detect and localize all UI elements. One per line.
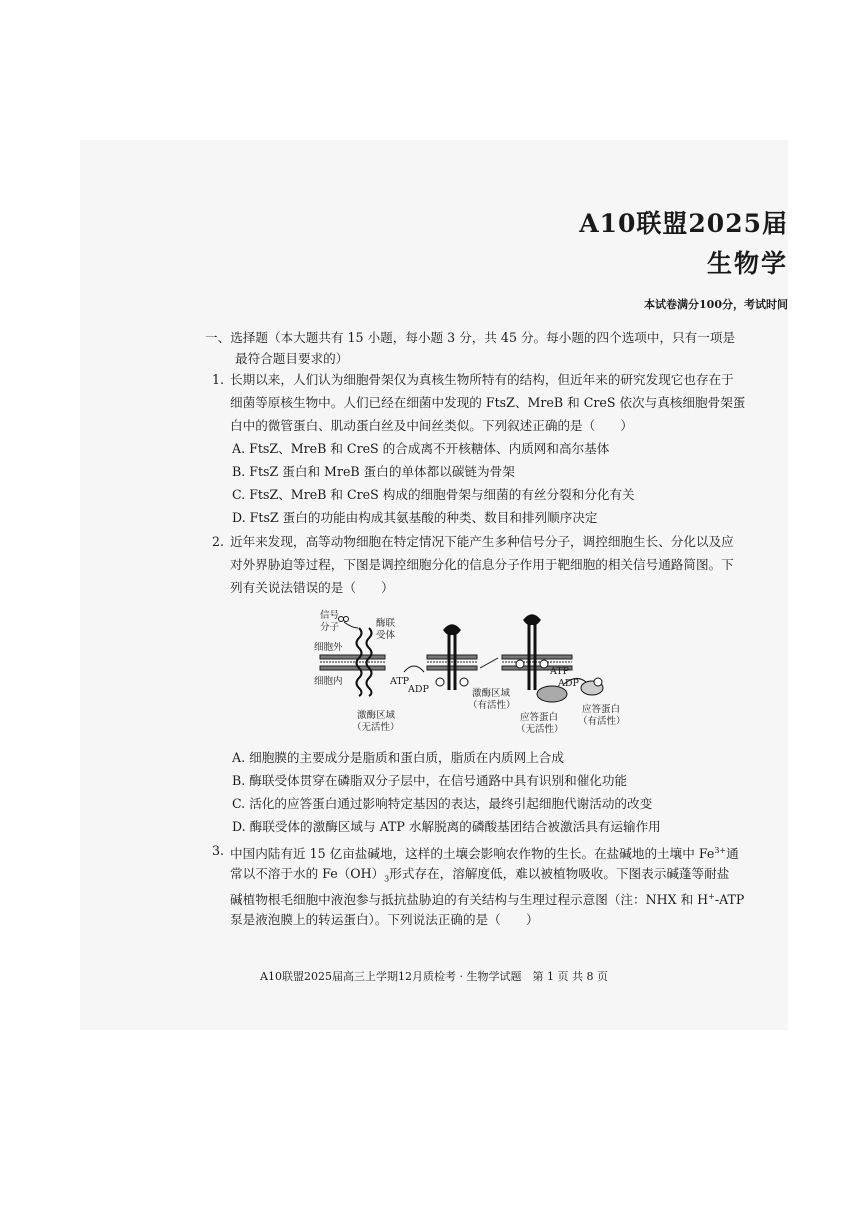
label-enzyme-linked: 酶联: [376, 618, 396, 629]
label-response-active-state: （有活性）: [578, 716, 626, 727]
q1-stem-line: 长期以来，人们认为细胞骨架仅为真核生物所特有的结构，但近年来的研究发现它也存在于: [230, 372, 734, 387]
q2-option-c: C. 活化的应答蛋白通过影响特定基因的表达，最终引起细胞代谢活动的改变: [232, 796, 653, 811]
page-footer: A10联盟2025届高三上学期12月质检考 · 生物学试题 第 1 页 共 8 页: [260, 970, 608, 983]
label-response-inactive-state: （无活性）: [516, 724, 564, 735]
label-signal: 信号: [320, 610, 340, 621]
q1-option-c: C. FtsZ、MreB 和 CreS 构成的细胞骨架与细菌的有丝分裂和分化有关: [232, 487, 635, 502]
label-outside: 细胞外: [314, 642, 343, 653]
label-atp-1: ATP: [390, 676, 410, 687]
label-response-inactive: 应答蛋白: [520, 712, 559, 723]
q1-stem-line: 细菌等原核生物中。人们已经在细菌中发现的 FtsZ、MreB 和 CreS 依次与真核细胞骨架蛋: [230, 395, 746, 410]
label-kinase-active: 激酶区域: [472, 688, 511, 699]
label-inactive-state: （无活性）: [352, 722, 400, 733]
q2-number: 2.: [212, 534, 225, 549]
q2-stem-line: 对外界胁迫等过程，下图是调控细胞分化的信息分子作用于靶细胞的相关信号通路简图。下: [230, 557, 734, 572]
signal-pathway-diagram: [312, 608, 632, 743]
receptor-active: [524, 615, 540, 690]
q1-option-d: D. FtsZ 蛋白的功能由构成其氨基酸的种类、数目和排列顺序决定: [232, 510, 598, 525]
exam-meta: 本试卷满分100分，考试时间: [644, 298, 788, 311]
q2-stem-line: 近年来发现，高等动物细胞在特定情况下能产生多种信号分子，调控细胞生长、分化以及应: [230, 534, 734, 549]
label-molecule: 分子: [320, 622, 340, 633]
label-atp-2: ATP: [550, 666, 570, 677]
section-heading-cont: 最符合题目要求的）: [235, 351, 349, 366]
label-response-active: 应答蛋白: [582, 704, 621, 715]
q2-option-a: A. 细胞膜的主要成分是脂质和蛋白质，脂质在内质网上合成: [232, 750, 564, 765]
q2-stem-line: 列有关说法错误的是（ ）: [230, 580, 394, 595]
q1-number: 1.: [212, 372, 225, 387]
label-kinase-inactive: 激酶区域: [357, 710, 396, 721]
exam-subject: 生物学: [706, 249, 788, 278]
signal-molecule: [339, 617, 359, 629]
exam-title: A10联盟2025届: [579, 209, 788, 238]
q2-option-d: D. 酶联受体的激酶区域与 ATP 水解脱离的磷酸基团结合被激活具有运输作用: [232, 819, 661, 834]
q1-option-b: B. FtsZ 蛋白和 MreB 蛋白的单体都以碳链为骨架: [232, 464, 515, 479]
q2-option-b: B. 酶联受体贯穿在磷脂双分子层中，在信号通路中具有识别和催化功能: [232, 773, 628, 788]
q3-stem-line-3: 碱植物根毛细胞中液泡参与抵抗盐胁迫的有关结构与生理过程示意图（注：NHX 和 H+-ATP: [230, 892, 745, 908]
label-active-state: （有活性）: [468, 700, 516, 711]
section-heading: 一、选择题（本大题共有 15 小题，每小题 3 分，共 45 分。每小题的四个选项中，只有一项是: [205, 330, 736, 345]
label-receptor: 受体: [376, 630, 396, 641]
q1-stem-line: 白中的微管蛋白、肌动蛋白丝及中间丝类似。下列叙述正确的是（ ）: [230, 418, 633, 433]
q3-stem-line-4: 泵是液泡膜上的转运蛋白）。下列说法正确的是（ ）: [230, 912, 539, 927]
q3-stem-line-2: 常以不溶于水的 $Fe(OH)_3$形式存在，溶解度低，难以被植物吸收。下图表示碱蓬等耐盐: [230, 866, 730, 884]
label-adp-1: ADP: [408, 684, 429, 695]
label-adp-2: ADP: [558, 678, 579, 689]
q3-number: 3.: [212, 843, 225, 858]
q3-stem-line-1: 中国内陆有近 15 亿亩盐碱地，这样的土壤会影响农作物的生长。在盐碱地的土壤中 $Fe^{3+}$通: [230, 846, 739, 862]
label-inside: 细胞内: [314, 676, 343, 687]
q1-option-a: A. FtsZ、MreB 和 CreS 的合成离不开核糖体、内质网和高尔基体: [232, 441, 610, 456]
